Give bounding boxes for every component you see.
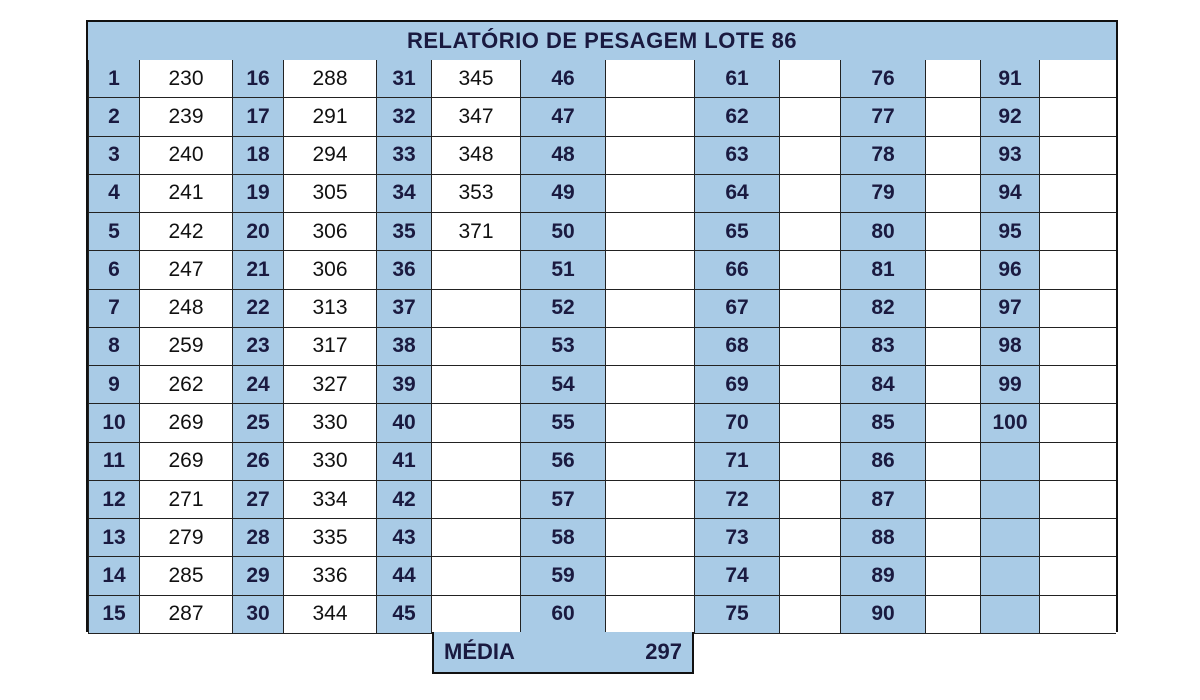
animal-number: 20 [232, 213, 284, 251]
weight-value [926, 137, 980, 175]
animal-number: 94 [980, 175, 1040, 213]
weight-value: 348 [432, 137, 520, 175]
animal-number: 78 [840, 137, 926, 175]
weight-value [1040, 366, 1116, 404]
animal-number: 7 [88, 290, 140, 328]
weight-value: 317 [284, 328, 376, 366]
weight-value [432, 596, 520, 634]
animal-number: 74 [694, 557, 780, 595]
weight-value [432, 443, 520, 481]
weight-value [606, 596, 694, 634]
animal-number: 69 [694, 366, 780, 404]
empty-weight-cell [1040, 596, 1116, 634]
weight-value [606, 290, 694, 328]
animal-number: 17 [232, 98, 284, 136]
animal-number: 64 [694, 175, 780, 213]
average-label: MÉDIA [444, 639, 515, 664]
weight-value: 241 [140, 175, 232, 213]
empty-number-cell [980, 481, 1040, 519]
empty-number-cell [980, 557, 1040, 595]
animal-number: 87 [840, 481, 926, 519]
weight-value [432, 557, 520, 595]
animal-number: 98 [980, 328, 1040, 366]
weight-value [1040, 404, 1116, 442]
weight-value [780, 213, 840, 251]
animal-number: 36 [376, 251, 432, 289]
animal-number: 51 [520, 251, 606, 289]
weight-value [780, 443, 840, 481]
animal-number: 31 [376, 60, 432, 98]
weight-value [432, 404, 520, 442]
weight-value [780, 557, 840, 595]
animal-number: 72 [694, 481, 780, 519]
weight-value: 279 [140, 519, 232, 557]
weight-value: 344 [284, 596, 376, 634]
animal-number: 91 [980, 60, 1040, 98]
weight-column [780, 60, 840, 630]
average-value: 297 [645, 639, 682, 664]
average-box [432, 632, 694, 674]
weight-value [780, 596, 840, 634]
animal-number: 3 [88, 137, 140, 175]
weight-value [432, 251, 520, 289]
animal-number: 26 [232, 443, 284, 481]
weight-value [432, 290, 520, 328]
animal-number: 22 [232, 290, 284, 328]
animal-number: 13 [88, 519, 140, 557]
weight-value: 287 [140, 596, 232, 634]
weight-value: 248 [140, 290, 232, 328]
animal-number: 57 [520, 481, 606, 519]
animal-number: 4 [88, 175, 140, 213]
animal-number: 68 [694, 328, 780, 366]
animal-number: 54 [520, 366, 606, 404]
animal-number: 92 [980, 98, 1040, 136]
weight-value [606, 519, 694, 557]
animal-number: 10 [88, 404, 140, 442]
animal-number: 21 [232, 251, 284, 289]
weight-value: 345 [432, 60, 520, 98]
animal-number: 9 [88, 366, 140, 404]
animal-number: 97 [980, 290, 1040, 328]
report-title: RELATÓRIO DE PESAGEM LOTE 86 [88, 22, 1116, 62]
empty-weight-cell [1040, 481, 1116, 519]
weight-value: 336 [284, 557, 376, 595]
animal-number: 8 [88, 328, 140, 366]
animal-number: 33 [376, 137, 432, 175]
animal-number: 67 [694, 290, 780, 328]
weight-value [926, 290, 980, 328]
weight-value [606, 443, 694, 481]
weight-value: 330 [284, 443, 376, 481]
weight-value: 334 [284, 481, 376, 519]
weight-value: 230 [140, 60, 232, 98]
animal-number: 88 [840, 519, 926, 557]
weight-column [926, 60, 980, 630]
animal-number: 99 [980, 366, 1040, 404]
weight-value [606, 366, 694, 404]
weight-value: 288 [284, 60, 376, 98]
animal-number: 19 [232, 175, 284, 213]
number-column [980, 60, 1040, 630]
animal-number: 63 [694, 137, 780, 175]
animal-number: 39 [376, 366, 432, 404]
weight-value [1040, 137, 1116, 175]
animal-number: 41 [376, 443, 432, 481]
weight-value: 262 [140, 366, 232, 404]
weight-value: 305 [284, 175, 376, 213]
weight-value [780, 404, 840, 442]
animal-number: 32 [376, 98, 432, 136]
weight-value [926, 328, 980, 366]
weight-value [926, 175, 980, 213]
weight-column [284, 60, 376, 630]
animal-number: 52 [520, 290, 606, 328]
weight-value [926, 481, 980, 519]
weight-value [1040, 213, 1116, 251]
weight-value: 269 [140, 404, 232, 442]
animal-number: 83 [840, 328, 926, 366]
weight-value: 306 [284, 213, 376, 251]
animal-number: 11 [88, 443, 140, 481]
animal-number: 79 [840, 175, 926, 213]
weight-value [780, 328, 840, 366]
weight-value: 330 [284, 404, 376, 442]
weight-value [606, 481, 694, 519]
animal-number: 93 [980, 137, 1040, 175]
animal-number: 42 [376, 481, 432, 519]
animal-number: 65 [694, 213, 780, 251]
animal-number: 16 [232, 60, 284, 98]
weight-value: 347 [432, 98, 520, 136]
weight-value [606, 404, 694, 442]
animal-number: 73 [694, 519, 780, 557]
animal-number: 77 [840, 98, 926, 136]
animal-number: 84 [840, 366, 926, 404]
weight-value: 291 [284, 98, 376, 136]
animal-number: 28 [232, 519, 284, 557]
animal-number: 75 [694, 596, 780, 634]
weight-value [606, 98, 694, 136]
number-column [520, 60, 606, 630]
animal-number: 2 [88, 98, 140, 136]
number-column [694, 60, 780, 630]
weight-value [926, 213, 980, 251]
animal-number: 89 [840, 557, 926, 595]
number-column [232, 60, 284, 630]
weight-value [1040, 290, 1116, 328]
weight-value: 294 [284, 137, 376, 175]
weight-value [606, 137, 694, 175]
weight-value [432, 519, 520, 557]
weight-value [432, 328, 520, 366]
weight-value [1040, 251, 1116, 289]
animal-number: 45 [376, 596, 432, 634]
weight-value [432, 366, 520, 404]
weight-value [926, 596, 980, 634]
weights-grid [88, 60, 1116, 630]
empty-weight-cell [1040, 519, 1116, 557]
empty-number-cell [980, 596, 1040, 634]
weight-column [140, 60, 232, 630]
animal-number: 71 [694, 443, 780, 481]
animal-number: 12 [88, 481, 140, 519]
animal-number: 38 [376, 328, 432, 366]
animal-number: 14 [88, 557, 140, 595]
animal-number: 60 [520, 596, 606, 634]
weight-value [1040, 175, 1116, 213]
animal-number: 27 [232, 481, 284, 519]
weight-column [432, 60, 520, 630]
weight-value [926, 60, 980, 98]
animal-number: 80 [840, 213, 926, 251]
weight-column [1040, 60, 1116, 630]
animal-number: 61 [694, 60, 780, 98]
weight-value [780, 137, 840, 175]
weight-value: 306 [284, 251, 376, 289]
animal-number: 49 [520, 175, 606, 213]
weight-value: 335 [284, 519, 376, 557]
weight-value [606, 213, 694, 251]
animal-number: 53 [520, 328, 606, 366]
weight-value [1040, 98, 1116, 136]
animal-number: 24 [232, 366, 284, 404]
animal-number: 15 [88, 596, 140, 634]
animal-number: 25 [232, 404, 284, 442]
animal-number: 66 [694, 251, 780, 289]
weight-value [1040, 60, 1116, 98]
empty-number-cell [980, 519, 1040, 557]
animal-number: 62 [694, 98, 780, 136]
weight-value: 327 [284, 366, 376, 404]
weight-column [606, 60, 694, 630]
weight-value [606, 557, 694, 595]
weight-value [606, 251, 694, 289]
animal-number: 76 [840, 60, 926, 98]
animal-number: 59 [520, 557, 606, 595]
weight-value [606, 60, 694, 98]
animal-number: 58 [520, 519, 606, 557]
empty-number-cell [980, 443, 1040, 481]
animal-number: 82 [840, 290, 926, 328]
animal-number: 86 [840, 443, 926, 481]
weight-value [926, 557, 980, 595]
weight-value: 259 [140, 328, 232, 366]
animal-number: 23 [232, 328, 284, 366]
weight-value [606, 175, 694, 213]
weight-value [780, 98, 840, 136]
number-column [840, 60, 926, 630]
animal-number: 56 [520, 443, 606, 481]
animal-number: 29 [232, 557, 284, 595]
weight-value: 240 [140, 137, 232, 175]
animal-number: 34 [376, 175, 432, 213]
weight-value [926, 251, 980, 289]
animal-number: 18 [232, 137, 284, 175]
weight-value [780, 481, 840, 519]
weight-value [780, 519, 840, 557]
animal-number: 40 [376, 404, 432, 442]
animal-number: 81 [840, 251, 926, 289]
number-column [376, 60, 432, 630]
weight-value: 247 [140, 251, 232, 289]
animal-number: 43 [376, 519, 432, 557]
weight-value [780, 175, 840, 213]
weight-value: 353 [432, 175, 520, 213]
weighing-report-table [86, 20, 1118, 632]
weight-value [606, 328, 694, 366]
empty-weight-cell [1040, 443, 1116, 481]
animal-number: 1 [88, 60, 140, 98]
weight-value [780, 290, 840, 328]
animal-number: 100 [980, 404, 1040, 442]
animal-number: 46 [520, 60, 606, 98]
weight-value [926, 366, 980, 404]
weight-value: 239 [140, 98, 232, 136]
weight-value: 269 [140, 443, 232, 481]
weight-value [780, 251, 840, 289]
animal-number: 48 [520, 137, 606, 175]
animal-number: 96 [980, 251, 1040, 289]
animal-number: 85 [840, 404, 926, 442]
animal-number: 55 [520, 404, 606, 442]
animal-number: 47 [520, 98, 606, 136]
weight-value [1040, 328, 1116, 366]
weight-value [780, 60, 840, 98]
animal-number: 95 [980, 213, 1040, 251]
number-column [88, 60, 140, 630]
weight-value [780, 366, 840, 404]
animal-number: 90 [840, 596, 926, 634]
weight-value [926, 519, 980, 557]
weight-value [926, 443, 980, 481]
weight-value [926, 404, 980, 442]
animal-number: 70 [694, 404, 780, 442]
weight-value [432, 481, 520, 519]
animal-number: 5 [88, 213, 140, 251]
animal-number: 50 [520, 213, 606, 251]
weight-value: 242 [140, 213, 232, 251]
weight-value: 313 [284, 290, 376, 328]
weight-value: 285 [140, 557, 232, 595]
animal-number: 35 [376, 213, 432, 251]
empty-weight-cell [1040, 557, 1116, 595]
animal-number: 6 [88, 251, 140, 289]
weight-value: 371 [432, 213, 520, 251]
weight-value: 271 [140, 481, 232, 519]
animal-number: 37 [376, 290, 432, 328]
animal-number: 44 [376, 557, 432, 595]
weight-value [926, 98, 980, 136]
animal-number: 30 [232, 596, 284, 634]
